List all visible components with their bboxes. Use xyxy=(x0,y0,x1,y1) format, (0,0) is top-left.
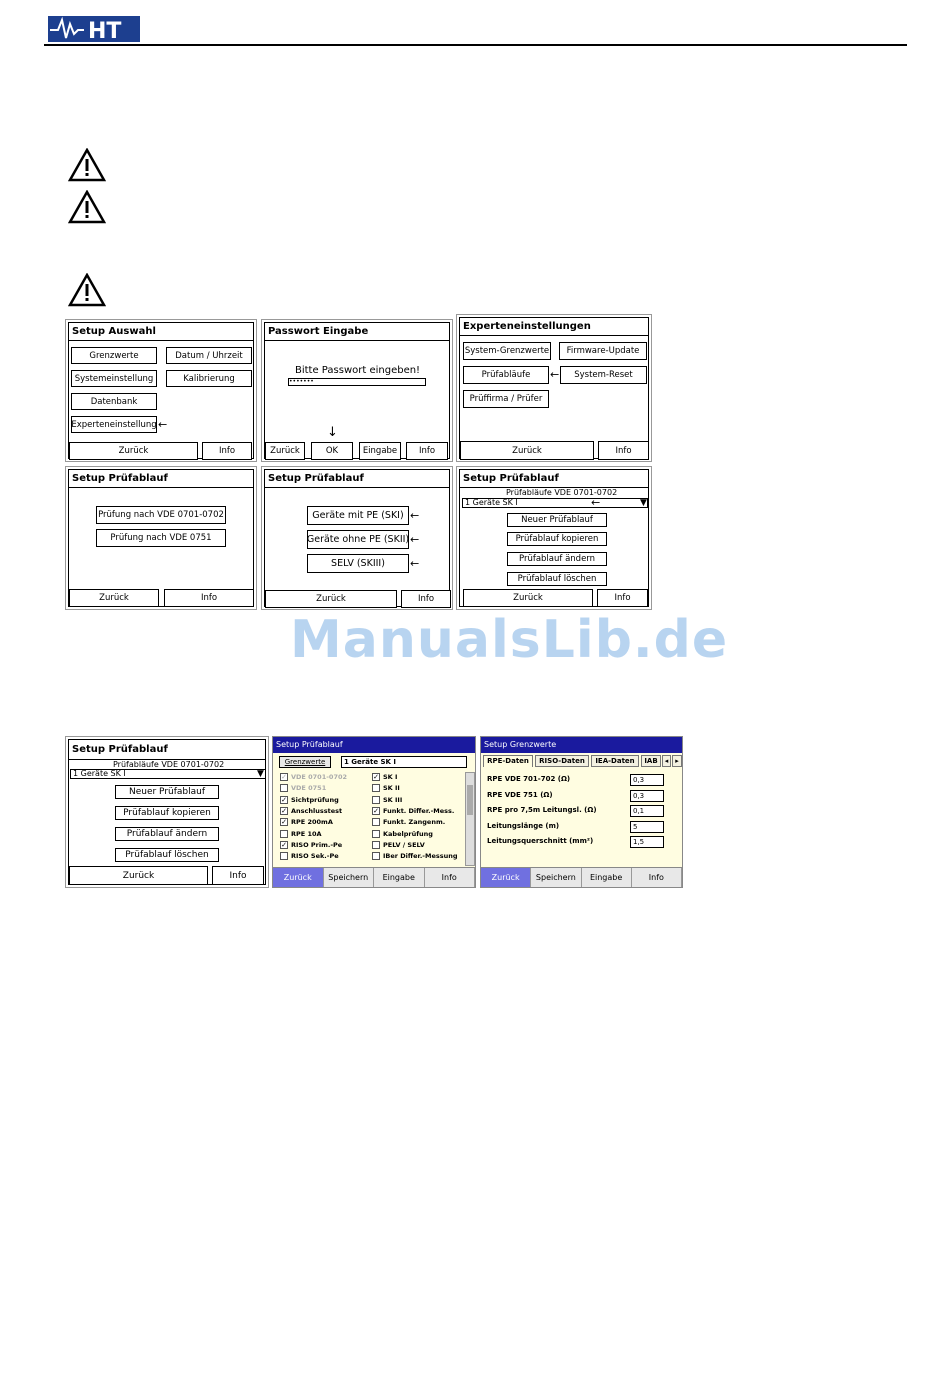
experteneinstellung-button[interactable]: Experteneinstellung xyxy=(71,416,157,433)
info-button[interactable]: Info xyxy=(597,589,648,607)
tab-riso-daten[interactable]: RISO-Daten xyxy=(535,755,589,767)
checkmark-icon[interactable]: ✓ xyxy=(281,795,287,804)
info-button[interactable]: Info xyxy=(406,442,448,460)
back-button[interactable]: Zurück xyxy=(265,442,305,460)
watermark: ManualsLib.de xyxy=(290,610,729,670)
tab-iea-daten[interactable]: IEA-Daten xyxy=(591,755,639,767)
back-button[interactable]: Zurück xyxy=(273,868,324,887)
selv-button[interactable]: SELV (SKIII) xyxy=(307,554,409,573)
checkbox-label: RISO Sek.-Pe xyxy=(291,852,339,861)
info-button[interactable]: Info xyxy=(425,868,476,887)
arrow-left-icon: ← xyxy=(410,509,420,522)
neuer-pruefablauf-button[interactable]: Neuer Prüfablauf xyxy=(115,785,219,799)
checkbox-row[interactable] xyxy=(372,830,433,838)
checkbox-row[interactable] xyxy=(372,818,445,826)
input-button[interactable]: Eingabe xyxy=(359,442,401,460)
ht-logo xyxy=(48,12,144,44)
tab-rpe-daten[interactable]: RPE-Daten xyxy=(483,755,533,767)
screen-title: Setup Prüfablauf xyxy=(268,473,364,484)
checkbox-label: Funkt. Zangenm. xyxy=(383,818,446,827)
checkbox-label: RPE 10A xyxy=(291,829,322,838)
checkmark-icon[interactable]: ✓ xyxy=(281,806,287,815)
warning-icon xyxy=(68,190,106,224)
info-button[interactable]: Info xyxy=(212,866,264,885)
screen-pruefablauf-list xyxy=(456,466,652,610)
password-prompt: Bitte Passwort eingeben! xyxy=(295,365,421,376)
limit-value-field[interactable]: 1,5 xyxy=(630,836,664,848)
back-button[interactable]: Zurück xyxy=(69,866,208,885)
info-button[interactable]: Info xyxy=(632,868,682,887)
checkbox-label: SK II xyxy=(383,784,400,793)
back-button[interactable]: Zurück xyxy=(265,590,397,608)
scrollbar[interactable] xyxy=(465,772,475,866)
checkbox-row[interactable] xyxy=(372,773,397,781)
checkbox-icon[interactable] xyxy=(372,841,380,849)
checkbox-label: IBer Differ.-Messung xyxy=(383,852,458,861)
checkbox-label: VDE 0751 xyxy=(291,784,327,793)
checkbox-icon[interactable] xyxy=(372,818,380,826)
pruefablauf-kopieren-button[interactable]: Prüfablauf kopieren xyxy=(115,806,219,820)
checkbox-label: PELV / SELV xyxy=(383,840,425,849)
limit-value-field[interactable]: 0,3 xyxy=(630,774,664,786)
limit-label: RPE VDE 751 (Ω) xyxy=(487,790,553,799)
dropdown-arrow-icon[interactable]: ▼ xyxy=(640,498,647,508)
info-button[interactable]: Info xyxy=(202,442,252,460)
testprocedure-select[interactable]: 1 Geräte SK I xyxy=(462,498,648,508)
pruefablauf-loeschen-button[interactable]: Prüfablauf löschen xyxy=(507,572,607,586)
arrow-left-icon: ← xyxy=(158,418,168,431)
geraete-mit-pe-button[interactable]: Geräte mit PE (SKI) xyxy=(307,506,409,525)
checkbox-icon[interactable] xyxy=(280,784,288,792)
checkmark-icon[interactable]: ✓ xyxy=(373,773,379,781)
checkbox-row[interactable] xyxy=(280,852,339,860)
screen-pruefablauf-sk xyxy=(261,466,453,610)
save-button[interactable]: Speichern xyxy=(531,868,581,887)
info-button[interactable]: Info xyxy=(598,441,649,460)
limit-label: Leitungslänge (m) xyxy=(487,821,560,830)
grenzwerte-button[interactable]: Grenzwerte xyxy=(279,756,331,768)
warning-icon xyxy=(68,273,106,307)
system-reset-button[interactable]: System-Reset xyxy=(560,366,647,384)
checkmark-icon[interactable]: ✓ xyxy=(281,840,287,849)
screen-pruefablauf-list-2 xyxy=(65,736,269,888)
input-button[interactable]: Eingabe xyxy=(374,868,425,887)
checkbox-row[interactable] xyxy=(280,807,342,815)
back-button[interactable]: Zurück xyxy=(481,868,531,887)
checkbox-row[interactable] xyxy=(372,841,425,849)
prueffirma-button[interactable]: Prüffirma / Prüfer xyxy=(463,390,549,408)
checkmark-icon[interactable]: ✓ xyxy=(373,806,379,815)
datenbank-button[interactable]: Datenbank xyxy=(71,393,157,410)
arrow-left-icon: ← xyxy=(410,533,420,546)
tab-iab[interactable]: IAB xyxy=(641,755,661,767)
info-button[interactable]: Info xyxy=(401,590,451,608)
limit-value-field[interactable]: 0,3 xyxy=(630,790,664,802)
checkbox-label: SK I xyxy=(383,773,398,781)
limit-label: Leitungsquerschnitt (mm²) xyxy=(487,837,594,845)
screen-setup-auswahl xyxy=(65,319,257,462)
vde-0751-button[interactable]: Prüfung nach VDE 0751 xyxy=(96,529,226,547)
systemeinstellung-button[interactable]: Systemeinstellung xyxy=(71,370,157,387)
checkbox-icon[interactable] xyxy=(372,830,380,838)
grenzwerte-button[interactable]: Grenzwerte xyxy=(71,347,157,364)
arrow-down-icon: ↓ xyxy=(327,425,338,440)
checkbox-icon[interactable] xyxy=(372,852,380,860)
pruefablauf-aendern-button[interactable]: Prüfablauf ändern xyxy=(115,827,219,841)
datum-uhrzeit-button[interactable]: Datum / Uhrzeit xyxy=(166,347,252,364)
checkbox-row[interactable] xyxy=(372,852,458,860)
checkbox-icon[interactable] xyxy=(372,796,380,804)
screen-title: Passwort Eingabe xyxy=(268,326,369,337)
checkbox-icon[interactable] xyxy=(280,852,288,860)
checkbox-label: Funkt. Differ.-Mess. xyxy=(383,806,455,815)
back-button[interactable]: Zurück xyxy=(69,589,159,607)
dropdown-arrow-icon[interactable]: ▼ xyxy=(257,769,264,779)
checkbox-label: SK III xyxy=(383,795,403,804)
checkbox-row[interactable] xyxy=(372,784,400,792)
save-button[interactable]: Speichern xyxy=(324,868,375,887)
limit-value-field[interactable]: 5 xyxy=(630,821,664,833)
input-button[interactable]: Eingabe xyxy=(582,868,632,887)
checkbox-label: Kabelprüfung xyxy=(383,829,433,838)
checkbox-row[interactable] xyxy=(280,773,347,781)
checkbox-row[interactable] xyxy=(280,830,322,838)
password-field[interactable]: ••••••• xyxy=(288,378,426,386)
back-button[interactable]: Zurück xyxy=(69,442,198,460)
checkbox-label: VDE 0701-0702 xyxy=(291,773,348,781)
vde-0701-0702-button[interactable]: Prüfung nach VDE 0701-0702 xyxy=(96,506,226,524)
testprocedure-select[interactable]: 1 Geräte SK I xyxy=(70,769,266,779)
info-button[interactable]: Info xyxy=(164,589,254,607)
pruefablaeufe-button[interactable]: Prüfabläufe xyxy=(463,366,549,384)
arrow-left-icon: ← xyxy=(410,557,420,570)
screen-title: Experteneinstellungen xyxy=(463,321,591,332)
checkmark-icon[interactable]: ✓ xyxy=(281,773,287,781)
checkbox-label: RISO Prim.-Pe xyxy=(291,840,343,849)
neuer-pruefablauf-button[interactable]: Neuer Prüfablauf xyxy=(507,513,607,527)
back-button[interactable]: Zurück xyxy=(463,589,593,607)
screen-title: Setup Prüfablauf xyxy=(463,473,559,484)
firmware-update-button[interactable]: Firmware-Update xyxy=(559,342,647,360)
window-title: Setup Prüfablauf xyxy=(273,737,475,753)
footer-bar xyxy=(273,867,475,887)
screen-title: Setup Auswahl xyxy=(72,326,156,337)
window-title: Setup Grenzwerte xyxy=(481,737,682,753)
pruefablauf-kopieren-button[interactable]: Prüfablauf kopieren xyxy=(507,532,607,546)
arrow-left-icon: ← xyxy=(550,368,560,381)
arrow-left-icon: ← xyxy=(591,496,601,509)
procedure-name-field[interactable]: 1 Geräte SK I xyxy=(341,756,467,768)
screen-passwort xyxy=(261,319,453,462)
checkbox-row[interactable] xyxy=(372,807,454,815)
checkmark-icon[interactable]: ✓ xyxy=(281,818,287,827)
footer-bar xyxy=(481,867,682,887)
screen-title: Setup Prüfablauf xyxy=(72,744,168,755)
checkbox-label: Sichtprüfung xyxy=(291,795,339,804)
list-subtitle: Prüfabläufe VDE 0701-0702 xyxy=(113,760,225,769)
screen-color-pruefablauf xyxy=(272,736,476,888)
limit-label: RPE pro 7,5m Leitungsl. (Ω) xyxy=(487,806,597,814)
checkbox-icon[interactable] xyxy=(280,830,288,838)
geraete-ohne-pe-button[interactable]: Geräte ohne PE (SKII) xyxy=(307,530,409,549)
limit-value-field[interactable]: 0,1 xyxy=(630,805,664,817)
checkbox-row[interactable] xyxy=(280,796,339,804)
screen-title: Setup Prüfablauf xyxy=(72,473,168,484)
checkbox-row[interactable] xyxy=(372,796,402,804)
back-button[interactable]: Zurück xyxy=(460,441,594,460)
limit-label: RPE VDE 701-702 (Ω) xyxy=(487,775,571,783)
checkbox-row[interactable] xyxy=(280,841,342,849)
tab-scroll-left-icon[interactable]: ◂ xyxy=(662,755,671,767)
checkbox-row[interactable] xyxy=(280,818,333,826)
checkbox-label: Anschlusstest xyxy=(291,806,343,815)
pruefablauf-aendern-button[interactable]: Prüfablauf ändern xyxy=(507,552,607,566)
system-grenzwerte-button[interactable]: System-Grenzwerte xyxy=(463,342,551,360)
warning-icon xyxy=(68,148,106,182)
logo-text: HT xyxy=(88,19,122,44)
checkbox-label: RPE 200mA xyxy=(291,818,333,827)
list-subtitle: Prüfabläufe VDE 0701-0702 xyxy=(506,488,618,497)
pruefablauf-loeschen-button[interactable]: Prüfablauf löschen xyxy=(115,848,219,862)
screen-experten xyxy=(456,314,652,462)
ok-button[interactable]: OK xyxy=(311,442,353,460)
header-rule xyxy=(44,44,907,46)
checkbox-row[interactable] xyxy=(280,784,326,792)
checkbox-icon[interactable] xyxy=(372,784,380,792)
screen-color-grenzwerte xyxy=(480,736,683,888)
tab-scroll-right-icon[interactable]: ▸ xyxy=(672,755,682,767)
screen-pruefablauf-vde xyxy=(65,466,257,610)
kalibrierung-button[interactable]: Kalibrierung xyxy=(166,370,252,387)
